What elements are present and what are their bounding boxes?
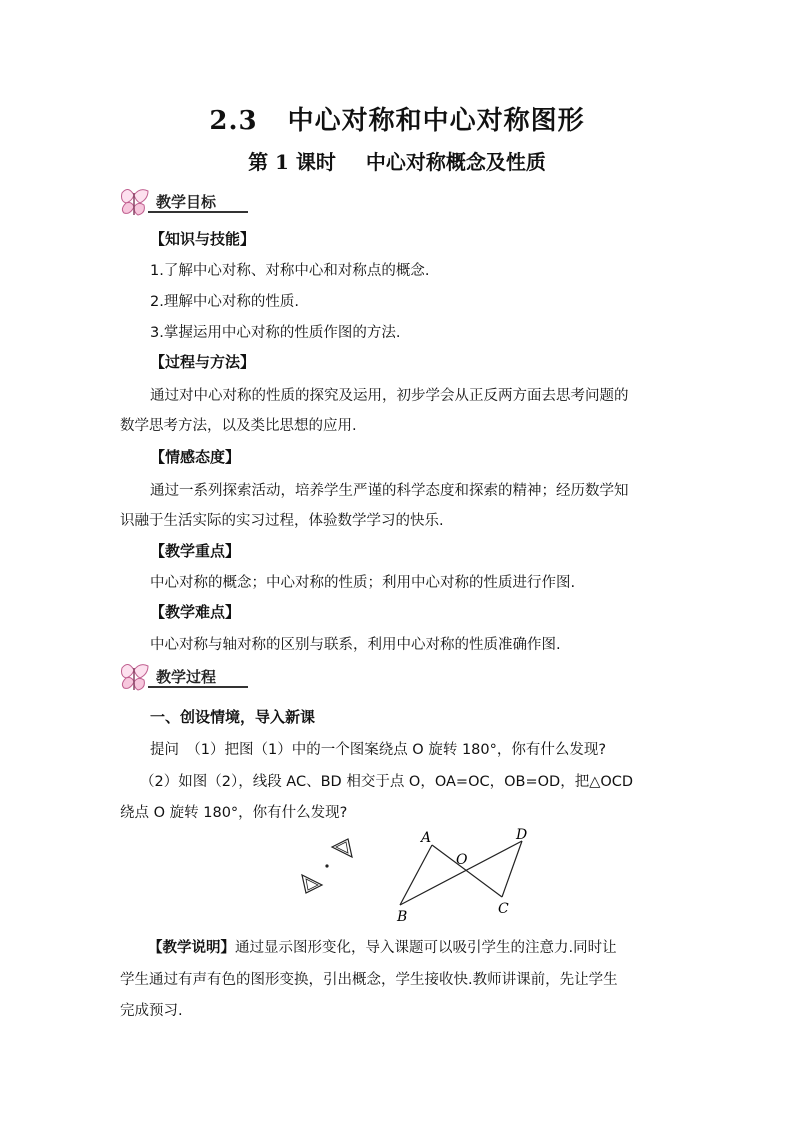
section-underline	[148, 211, 248, 213]
difficulty-heading: 【教学难点】	[150, 603, 241, 621]
key-point-heading: 【教学重点】	[150, 542, 241, 560]
section-underline	[148, 686, 248, 688]
knowledge-heading: 【知识与技能】	[150, 230, 256, 248]
question-1: 提问 （1）把图（1）中的一个图案绕点 O 旋转 180°，你有什么发现?	[150, 742, 607, 758]
teaching-note-line-1	[148, 936, 617, 957]
process-heading: 【过程与方法】	[150, 353, 256, 371]
teaching-note-heading: 【教学说明】	[148, 940, 235, 956]
label-d: D	[516, 827, 528, 843]
question-2-line-1: （2）如图（2），线段 AC、BD 相交于点 O，OA=OC，OB=OD，把△OCD	[140, 774, 634, 790]
question-2-line-2: 绕点 O 旋转 180°，你有什么发现?	[120, 805, 348, 821]
label-c: C	[498, 901, 509, 917]
figure-2-triangles	[396, 827, 527, 925]
label-b: B	[397, 909, 408, 925]
page-subtitle	[0, 146, 794, 175]
label-a: A	[421, 830, 432, 846]
subtitle-text: 中心对称概念及性质	[365, 150, 546, 174]
knowledge-item-2: 2.理解中心对称的性质.	[150, 294, 299, 310]
page-title	[0, 100, 794, 137]
section-label: 教学过程	[156, 668, 217, 686]
title-text: 中心对称和中心对称图形	[287, 106, 585, 136]
knowledge-item-3: 3.掌握运用中心对称的性质作图的方法.	[150, 325, 401, 341]
figure-diagrams	[290, 825, 550, 925]
attitude-line-1: 通过一系列探索活动，培养学生严谨的科学态度和探索的精神；经历数学知	[150, 483, 629, 499]
section-label: 教学目标	[156, 193, 217, 211]
title-number: 2.3	[209, 106, 258, 136]
teaching-note-line-3: 完成预习.	[120, 1003, 183, 1019]
subtitle-lesson: 第 1 课时	[248, 150, 336, 174]
center-point-o	[325, 864, 328, 867]
attitude-line-2: 识融于生活实际的实习过程，体验数学学习的快乐.	[120, 513, 444, 529]
process-line-2: 数学思考方法，以及类比思想的应用.	[120, 418, 357, 434]
section-header-objectives	[118, 185, 248, 219]
process-line-1: 通过对中心对称的性质的探究及运用，初步学会从正反两方面去思考问题的	[150, 388, 629, 404]
figure-1-pattern	[302, 839, 352, 893]
part-heading: 一、创设情境，导入新课	[150, 708, 316, 726]
knowledge-item-1: 1.了解中心对称、对称中心和对称点的概念.	[150, 263, 430, 279]
teaching-note-text-1: 通过显示图形变化，导入课题可以吸引学生的注意力.同时让	[235, 940, 617, 956]
difficulty-text: 中心对称与轴对称的区别与联系，利用中心对称的性质准确作图.	[150, 637, 561, 653]
butterfly-icon	[118, 185, 158, 219]
section-header-process	[118, 660, 248, 694]
butterfly-icon	[118, 660, 158, 694]
teaching-note-line-2: 学生通过有声有色的图形变换，引出概念，学生接收快.教师讲课前，先让学生	[120, 972, 618, 988]
attitude-heading: 【情感态度】	[150, 448, 241, 466]
label-o: O	[456, 852, 468, 868]
key-point-text: 中心对称的概念；中心对称的性质；利用中心对称的性质进行作图.	[150, 575, 576, 591]
